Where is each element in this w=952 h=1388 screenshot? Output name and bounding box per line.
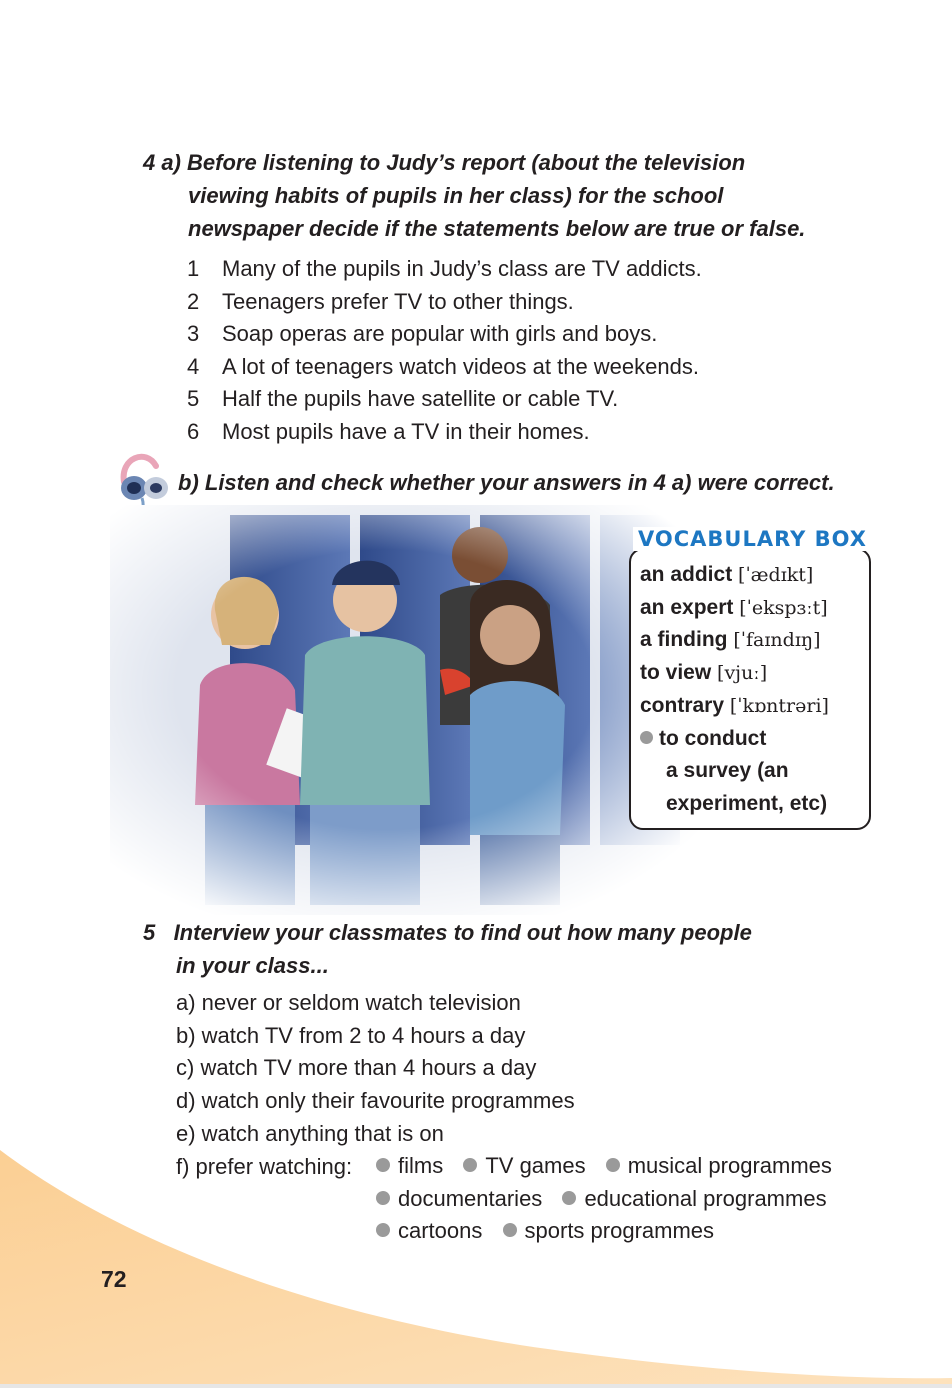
vocabulary-phrase [640,723,872,756]
phrase-line: a survey (an [666,759,789,783]
phrase-line: experiment, etc) [666,791,828,815]
vocabulary-list [640,559,872,821]
exercise-4b-instruction: b) Listen and check whether your answers in 4 a) were correct. [178,470,835,495]
list-item [187,253,702,286]
preference-item: sports programmes [524,1218,715,1244]
preference-item: documentaries [398,1185,543,1211]
vocab-transcription: [ˈfaɪndɪŋ] [733,629,821,652]
preference-row [376,1150,846,1183]
preference-item: educational programmes [584,1185,827,1211]
item-number: 5 [187,386,200,411]
vocabulary-item [640,690,872,723]
phrase-line: to conduct [659,726,767,750]
item-number: 4 [187,353,200,379]
bullet-icon [376,1191,390,1205]
vocab-word: an expert [640,595,734,619]
bullet-icon [376,1223,390,1237]
item-text: A lot of teenagers watch videos at the weekends. [222,353,699,379]
preference-row [376,1183,846,1216]
instruction-line: newspaper decide if the statements below are true or false. [188,216,806,241]
list-item: d) watch only their favourite programmes [176,1088,575,1114]
instruction-line: 5 Interview your classmates to find out how many people [143,920,752,945]
prefer-label: f) prefer watching: [176,1153,353,1179]
statement-list [187,253,702,448]
vocabulary-item [640,559,872,592]
bullet-icon [606,1158,620,1172]
vocabulary-box-title: VOCABULARY BOX [633,527,872,551]
vocabulary-item [640,624,872,657]
item-number: 1 [187,256,200,281]
vocab-word: contrary [640,693,725,717]
bullet-icon [503,1223,517,1237]
bullet-icon [463,1158,477,1172]
list-item [187,416,702,449]
item-text: Most pupils have a TV in their homes. [222,418,590,444]
preference-item: cartoons [398,1218,483,1244]
vocab-word: a finding [640,628,728,652]
exercise-5-instruction [143,916,843,982]
item-text: Many of the pupils in Judy’s class are TV addicts. [222,256,702,281]
list-item [187,351,702,384]
preference-row [376,1215,846,1248]
list-item [187,383,702,416]
item-text: Soap operas are popular with girls and boys. [222,321,658,346]
vocab-transcription: [ˈkɒntrəri] [729,694,829,717]
list-item [187,286,702,319]
exercise-4a-instruction [143,146,883,245]
item-text: Half the pupils have satellite or cable TV. [222,386,619,411]
vocabulary-item [640,657,872,690]
list-item: a) never or seldom watch television [176,990,521,1015]
list-item: c) watch TV more than 4 hours a day [176,1055,537,1081]
list-item: e) watch anything that is on [176,1120,444,1146]
preference-item: TV games [485,1153,586,1178]
preference-list [376,1150,846,1248]
item-number: 3 [187,321,200,346]
instruction-line: viewing habits of pupils in her class) for the school [188,183,724,208]
vocabulary-item [640,592,872,625]
bullet-icon [376,1158,390,1172]
preference-item: films [398,1153,444,1178]
list-item: b) watch TV from 2 to 4 hours a day [176,1022,526,1048]
vocab-word: to view [640,661,712,685]
instruction-line: 4 a) Before listening to Judy’s report (about the television [143,150,746,175]
vocab-word: an addict [640,563,733,586]
vocab-transcription: [ˈekspɜːt] [739,596,828,619]
bullet-icon [640,731,653,744]
item-number: 2 [187,288,200,314]
item-number: 6 [187,418,200,444]
list-item [187,318,702,351]
page-number: 72 [101,1266,127,1292]
instruction-line: in your class... [176,953,329,978]
vocab-transcription: [ˈædɪkt] [738,564,814,586]
vocab-transcription: [vjuː] [717,662,768,685]
preference-item: musical programmes [627,1153,832,1178]
bullet-icon [562,1191,576,1205]
item-text: Teenagers prefer TV to other things. [222,288,574,314]
